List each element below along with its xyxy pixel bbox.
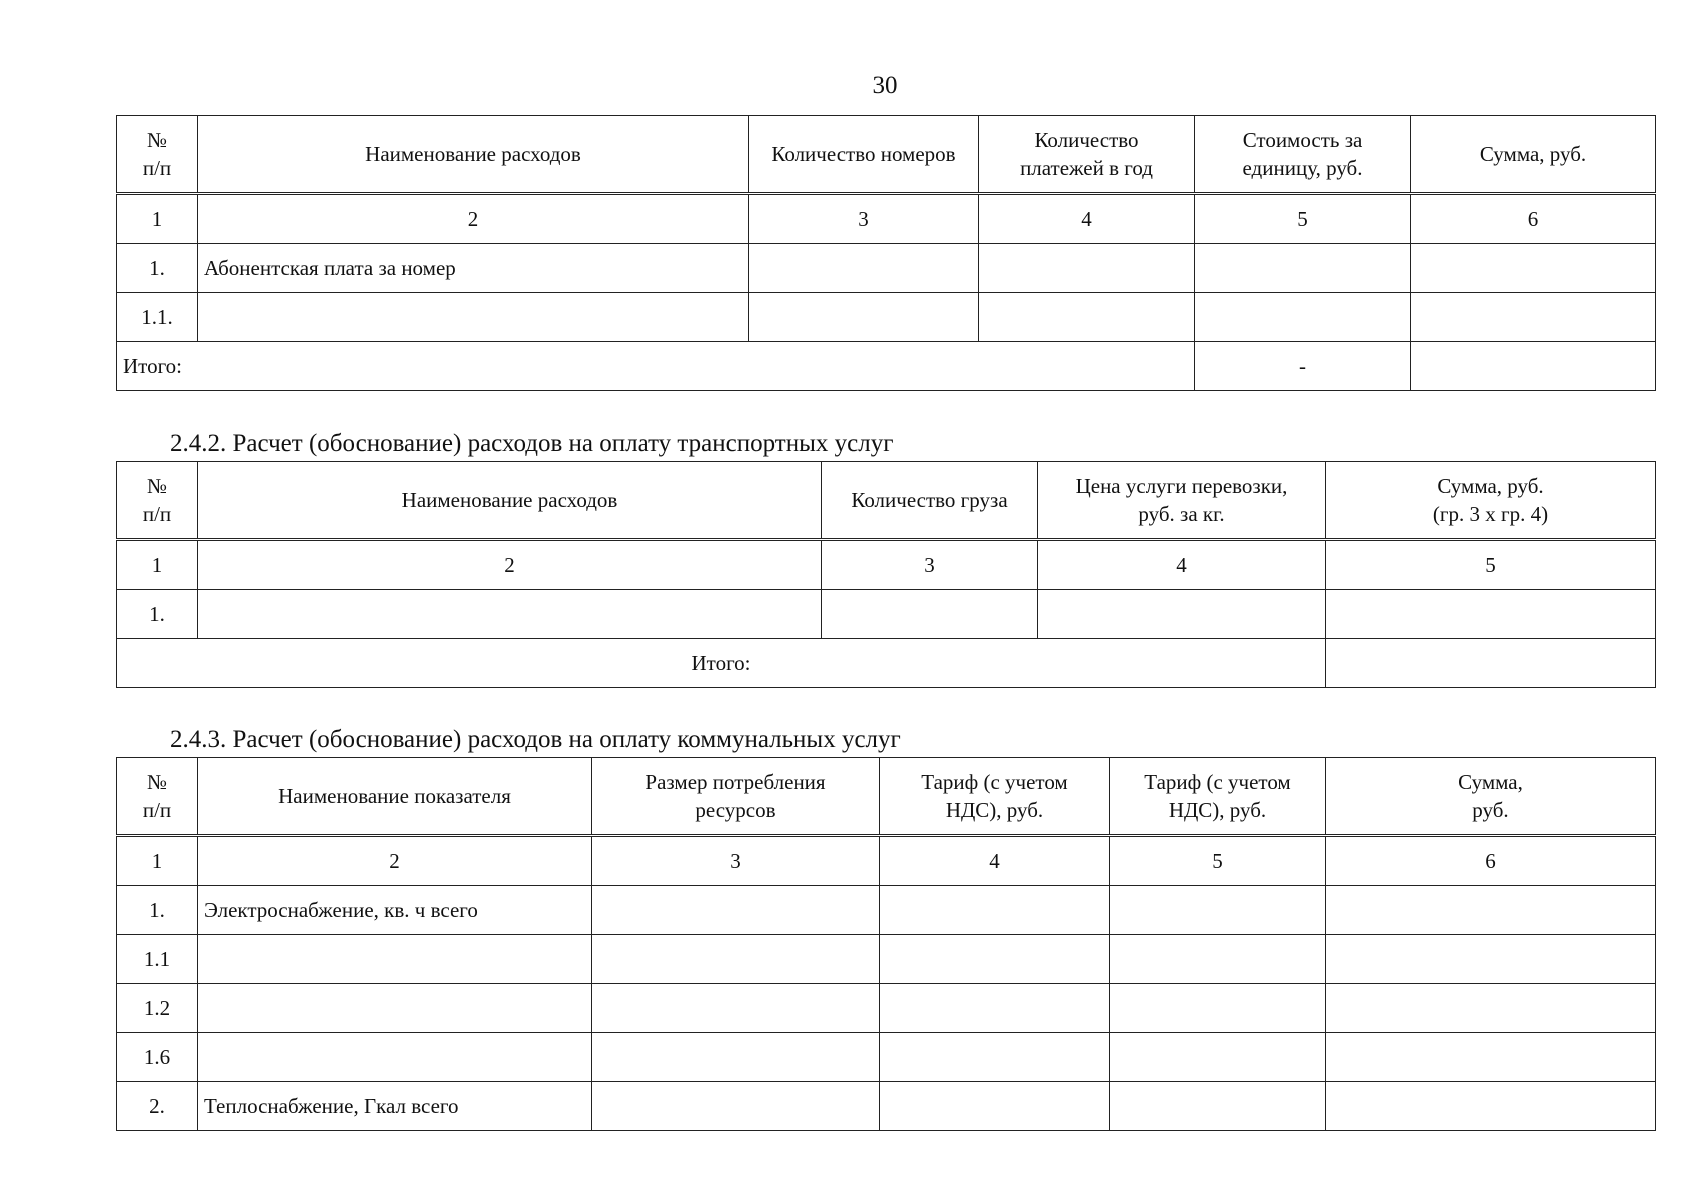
column-number-cell: 6 bbox=[1411, 194, 1656, 244]
total-dash-cell: - bbox=[1195, 342, 1411, 391]
table-header-row bbox=[117, 758, 1656, 836]
header-cell: Тариф (с учетом НДС), руб. bbox=[1110, 758, 1326, 836]
column-number-cell: 1 bbox=[117, 540, 198, 590]
table-row bbox=[117, 293, 1656, 342]
empty-cell bbox=[1411, 342, 1656, 391]
empty-cell bbox=[1326, 590, 1656, 639]
empty-cell bbox=[1411, 293, 1656, 342]
empty-cell bbox=[592, 1033, 880, 1082]
empty-cell bbox=[822, 590, 1038, 639]
empty-cell bbox=[1110, 935, 1326, 984]
empty-cell bbox=[1411, 244, 1656, 293]
row-number-cell: 1. bbox=[117, 886, 198, 935]
table-header-row bbox=[117, 116, 1656, 194]
header-cell: № п/п bbox=[117, 758, 198, 836]
row-number-cell: 1.6 bbox=[117, 1033, 198, 1082]
header-cell: № п/п bbox=[117, 462, 198, 540]
header-cell: Стоимость за единицу, руб. bbox=[1195, 116, 1411, 194]
empty-cell bbox=[1110, 1033, 1326, 1082]
empty-cell bbox=[592, 984, 880, 1033]
row-name-cell bbox=[198, 293, 749, 342]
page-number: 30 bbox=[872, 72, 898, 99]
column-number-cell: 4 bbox=[1038, 540, 1326, 590]
empty-cell bbox=[592, 935, 880, 984]
total-row bbox=[117, 342, 1656, 391]
total-row bbox=[117, 639, 1656, 688]
row-name-cell: Абонентская плата за номер bbox=[198, 244, 749, 293]
utilities-costs-table bbox=[116, 757, 1656, 1131]
empty-cell bbox=[1326, 639, 1656, 688]
row-name-cell: Теплоснабжение, Гкал всего bbox=[198, 1082, 592, 1131]
telephone-costs-table bbox=[116, 115, 1656, 391]
empty-cell bbox=[1110, 984, 1326, 1033]
empty-cell bbox=[880, 984, 1110, 1033]
column-number-cell: 2 bbox=[198, 540, 822, 590]
column-number-cell: 5 bbox=[1110, 836, 1326, 886]
column-number-cell: 2 bbox=[198, 836, 592, 886]
empty-cell bbox=[880, 935, 1110, 984]
column-number-cell: 1 bbox=[117, 194, 198, 244]
row-name-cell bbox=[198, 590, 822, 639]
empty-cell bbox=[1326, 935, 1656, 984]
column-number-cell: 4 bbox=[880, 836, 1110, 886]
empty-cell bbox=[1038, 590, 1326, 639]
header-cell: Количество груза bbox=[822, 462, 1038, 540]
row-name-cell: Электроснабжение, кв. ч всего bbox=[198, 886, 592, 935]
column-number-cell: 5 bbox=[1326, 540, 1656, 590]
empty-cell bbox=[1110, 1082, 1326, 1131]
total-label-cell: Итого: bbox=[117, 342, 1195, 391]
empty-cell bbox=[979, 244, 1195, 293]
section-title-transport: 2.4.2. Расчет (обоснование) расходов на оплату транспортных услуг bbox=[170, 430, 894, 457]
column-number-cell: 5 bbox=[1195, 194, 1411, 244]
empty-cell bbox=[1326, 984, 1656, 1033]
header-cell: Наименование показателя bbox=[198, 758, 592, 836]
header-cell: Количество номеров bbox=[749, 116, 979, 194]
section-title-utilities: 2.4.3. Расчет (обоснование) расходов на оплату коммунальных услуг bbox=[170, 726, 901, 753]
column-number-row bbox=[117, 194, 1656, 244]
header-cell: Сумма, руб. bbox=[1326, 758, 1656, 836]
header-cell: Сумма, руб. bbox=[1411, 116, 1656, 194]
header-cell: Сумма, руб. (гр. 3 х гр. 4) bbox=[1326, 462, 1656, 540]
empty-cell bbox=[880, 1033, 1110, 1082]
table-row bbox=[117, 886, 1656, 935]
total-label-cell: Итого: bbox=[117, 639, 1326, 688]
empty-cell bbox=[1195, 244, 1411, 293]
empty-cell bbox=[880, 1082, 1110, 1131]
empty-cell bbox=[1326, 886, 1656, 935]
header-cell: Размер потребления ресурсов bbox=[592, 758, 880, 836]
row-number-cell: 2. bbox=[117, 1082, 198, 1131]
column-number-cell: 6 bbox=[1326, 836, 1656, 886]
table-row bbox=[117, 1082, 1656, 1131]
empty-cell bbox=[1110, 886, 1326, 935]
empty-cell bbox=[1326, 1082, 1656, 1131]
header-cell: Тариф (с учетом НДС), руб. bbox=[880, 758, 1110, 836]
header-cell: Наименование расходов bbox=[198, 116, 749, 194]
column-number-cell: 2 bbox=[198, 194, 749, 244]
column-number-row bbox=[117, 836, 1656, 886]
table-row bbox=[117, 984, 1656, 1033]
empty-cell bbox=[592, 1082, 880, 1131]
empty-cell bbox=[592, 886, 880, 935]
row-name-cell bbox=[198, 1033, 592, 1082]
header-cell: Наименование расходов bbox=[198, 462, 822, 540]
empty-cell bbox=[749, 244, 979, 293]
table-row bbox=[117, 1033, 1656, 1082]
column-number-cell: 3 bbox=[592, 836, 880, 886]
empty-cell bbox=[1195, 293, 1411, 342]
header-cell: № п/п bbox=[117, 116, 198, 194]
row-number-cell: 1.1. bbox=[117, 293, 198, 342]
column-number-row bbox=[117, 540, 1656, 590]
empty-cell bbox=[749, 293, 979, 342]
column-number-cell: 3 bbox=[749, 194, 979, 244]
column-number-cell: 4 bbox=[979, 194, 1195, 244]
header-cell: Количество платежей в год bbox=[979, 116, 1195, 194]
table-header-row bbox=[117, 462, 1656, 540]
header-cell: Цена услуги перевозки, руб. за кг. bbox=[1038, 462, 1326, 540]
empty-cell bbox=[979, 293, 1195, 342]
row-name-cell bbox=[198, 935, 592, 984]
row-number-cell: 1. bbox=[117, 590, 198, 639]
column-number-cell: 3 bbox=[822, 540, 1038, 590]
row-number-cell: 1.1 bbox=[117, 935, 198, 984]
column-number-cell: 1 bbox=[117, 836, 198, 886]
table-row bbox=[117, 590, 1656, 639]
table-row bbox=[117, 244, 1656, 293]
empty-cell bbox=[1326, 1033, 1656, 1082]
row-number-cell: 1.2 bbox=[117, 984, 198, 1033]
table-row bbox=[117, 935, 1656, 984]
row-name-cell bbox=[198, 984, 592, 1033]
empty-cell bbox=[880, 886, 1110, 935]
row-number-cell: 1. bbox=[117, 244, 198, 293]
transport-costs-table bbox=[116, 461, 1656, 688]
